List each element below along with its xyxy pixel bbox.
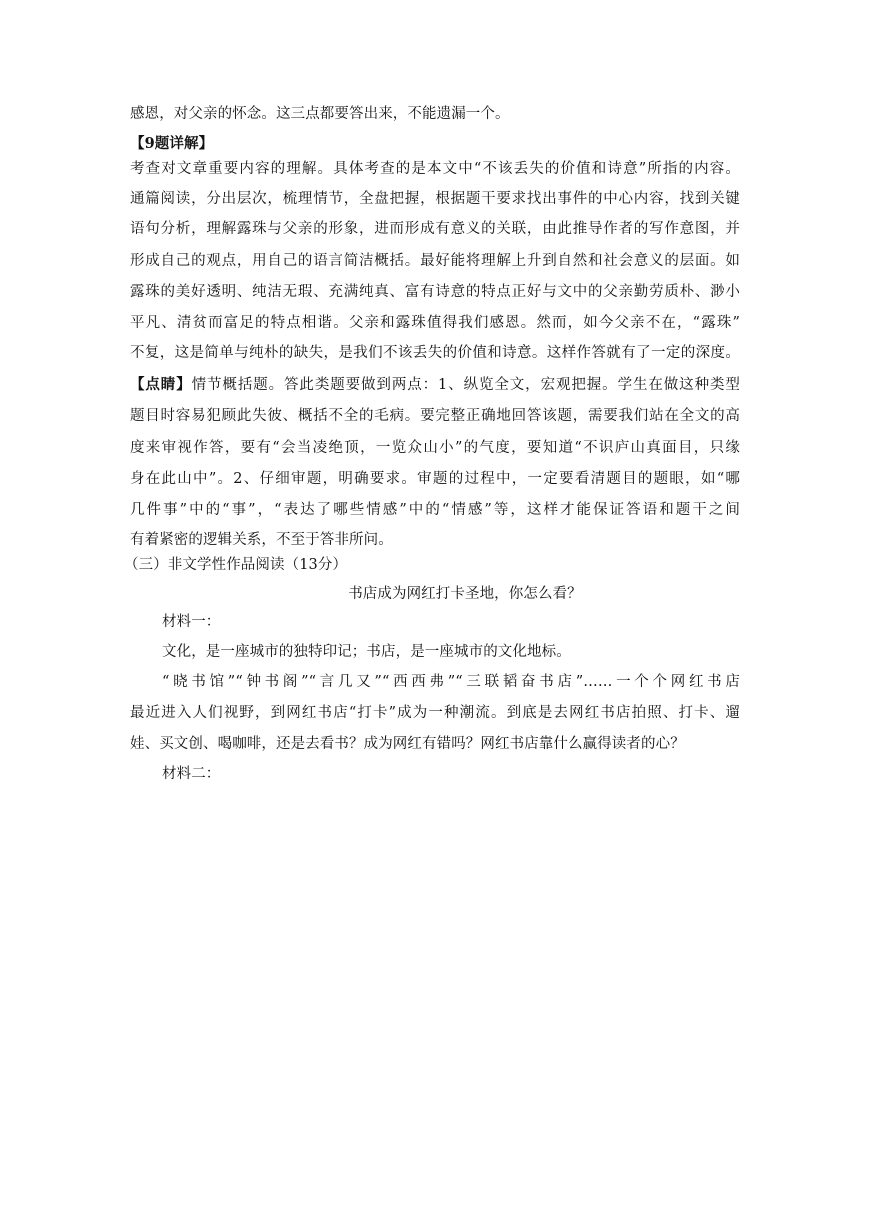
paragraph-line: 最近进入人们视野，到网红书店“打卡”成为一种潮流。到底是去网红书店拍照、打卡、遛: [130, 705, 740, 721]
paragraph-line: 几件事”中的“事”，“表达了哪些情感”中的“情感”等，这样才能保证答语和题干之间: [130, 502, 740, 518]
paragraph-line: 文化，是一座城市的独特印记；书店，是一座城市的文化地标。: [162, 644, 571, 660]
paragraph-line: 有着紧密的逻辑关系，不至于答非所问。: [130, 532, 393, 548]
dianjing-text: 情节概括题。答此类题要做到两点：1、纵览全文，宏观把握。学生在做这种类型: [191, 377, 740, 393]
paragraph-line: 娃、买文创、喝咖啡，还是去看书？成为网红有错吗？网红书店靠什么赢得读者的心？: [130, 736, 685, 752]
paragraph-line: 题目时容易犯顾此失彼、概括不全的毛病。要完整正确地回答该题，需要我们站在全文的高: [130, 408, 740, 424]
paragraph-line: 度来审视作答，要有“会当凌绝顶，一览众山小”的气度，要知道“不识庐山真面目，只缘: [130, 440, 740, 456]
paragraph-line: 平凡、清贫而富足的特点相谐。父亲和露珠值得我们感恩。然而，如今父亲不在，“露珠”: [130, 315, 740, 331]
material-label: 材料二：: [162, 766, 221, 782]
section-heading: 【9题详解】: [130, 135, 214, 152]
paragraph-line: 通篇阅读，分出层次，梳理情节，全盘把握，根据题干要求找出事件的中心内容，找到关键: [130, 191, 740, 207]
paragraph-line: 感恩，对父亲的怀念。这三点都要答出来，不能遗漏一个。: [130, 106, 510, 122]
paragraph-line: 形成自己的观点，用自己的语言简洁概括。最好能将理解上升到自然和社会意义的层面。如: [130, 253, 740, 269]
dianjing-label: 【点睛】: [130, 376, 192, 393]
paragraph-line: 语句分析，理解露珠与父亲的形象，进而形成有意义的关联，由此推导作者的写作意图，并: [130, 221, 740, 237]
paragraph-line: 露珠的美好透明、纯洁无瑕、充满纯真、富有诗意的特点正好与文中的父亲勤劳质朴、渺小: [130, 284, 740, 300]
paragraph-line: 身在此山中”。2、仔细审题，明确要求。审题的过程中，一定要看清题目的题眼，如“哪: [130, 471, 740, 487]
paragraph-line: [130, 375, 740, 395]
paragraph-line: 考查对文章重要内容的理解。具体考查的是本文中“不该丢失的价值和诗意”所指的内容。: [130, 161, 740, 177]
article-title: 书店成为网红打卡圣地，你怎么看？: [348, 586, 582, 602]
paragraph-line: 不复，这是简单与纯朴的缺失，是我们不该丢失的价值和诗意。这样作答就有了一定的深度。: [130, 345, 740, 361]
paragraph-line: “晓书馆”“钟书阁”“言几又”“西西弗”“三联韬奋书店”……一个个网红书店: [162, 674, 740, 690]
section-heading: （三）非文学性作品阅读（13分）: [124, 557, 348, 573]
material-label: 材料一：: [162, 614, 221, 630]
